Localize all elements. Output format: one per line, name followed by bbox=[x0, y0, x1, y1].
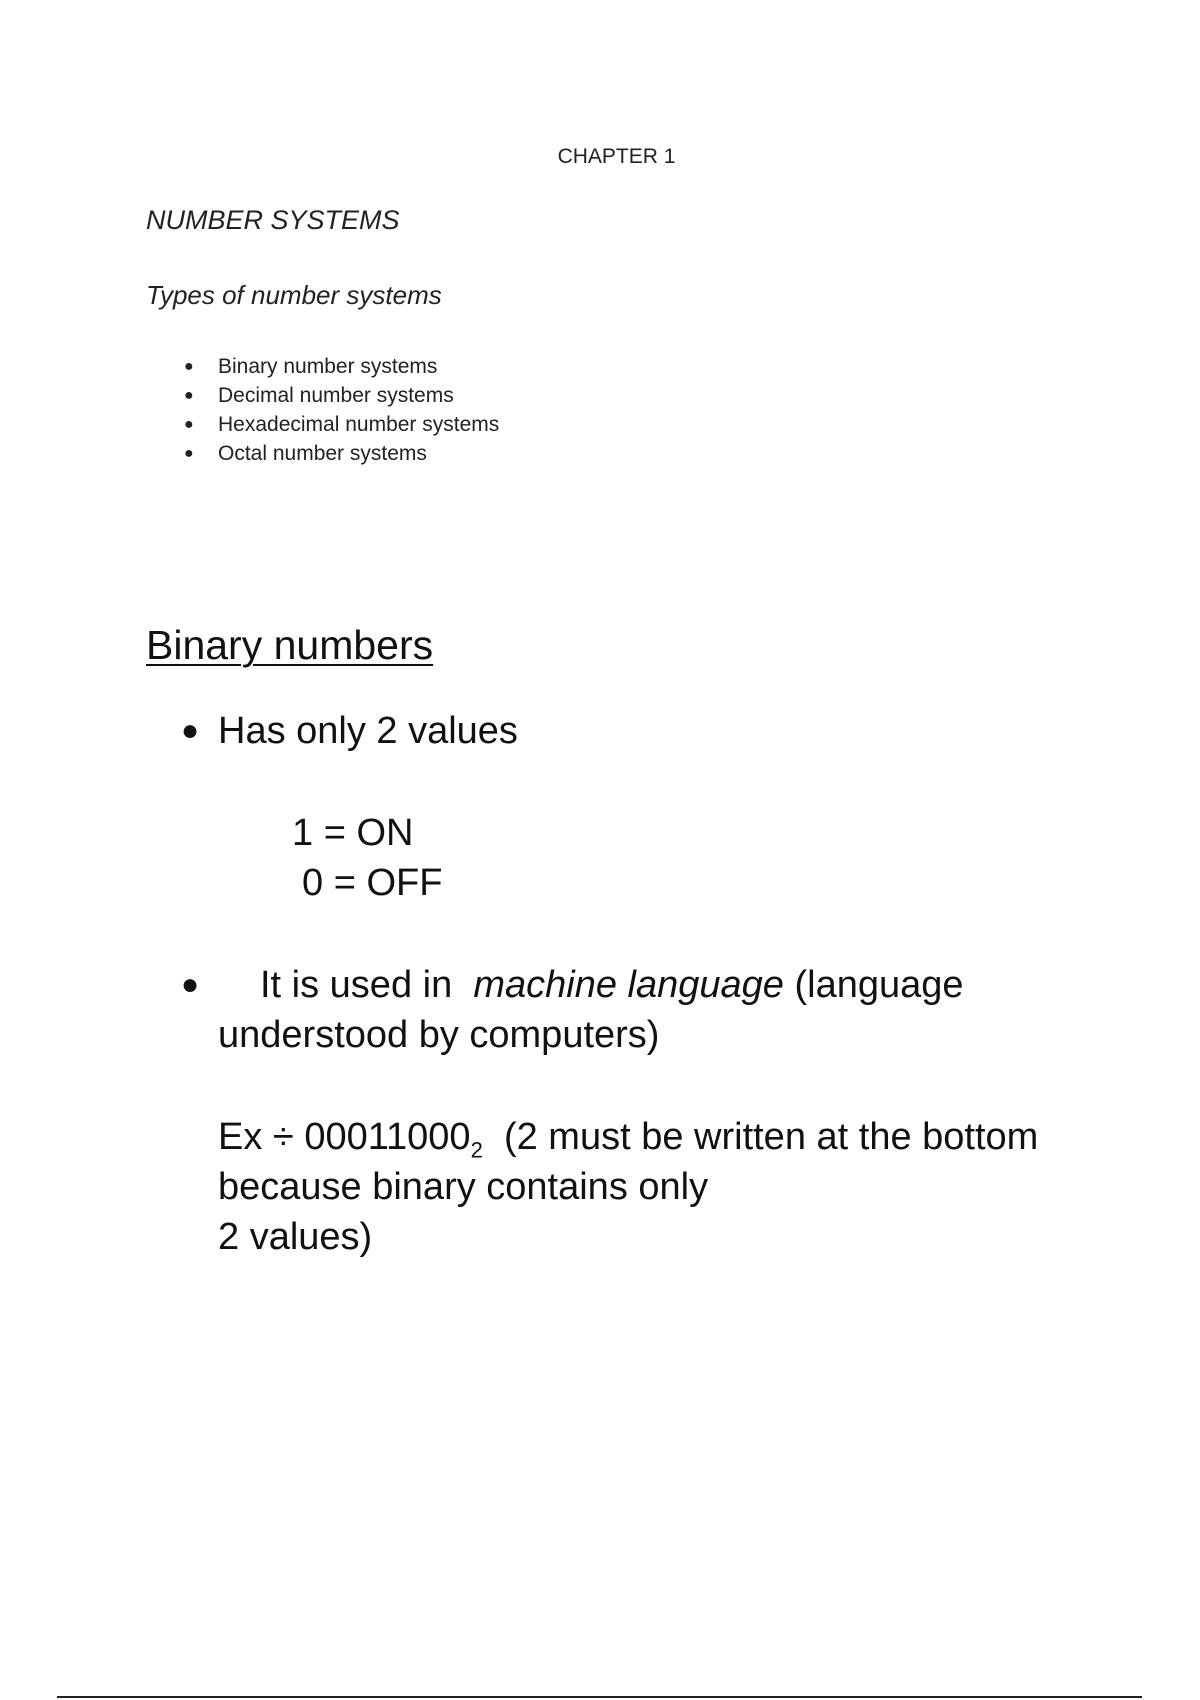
point-2-emphasis: machine language bbox=[473, 964, 784, 1006]
bullet-icon: ● bbox=[184, 445, 194, 462]
binary-value-off: 0 = OFF bbox=[302, 862, 443, 904]
binary-point-2 bbox=[260, 960, 964, 1010]
page-bottom-rule bbox=[57, 1696, 1142, 1698]
example-suffix: (2 must be written at the bottom bbox=[503, 1116, 1039, 1158]
list-item-text: Binary number systems bbox=[218, 355, 438, 378]
point-2-suffix: (language bbox=[794, 964, 964, 1006]
bullet-icon: ● bbox=[181, 714, 200, 747]
bullet-icon: ● bbox=[181, 968, 200, 1001]
subsection-title: Types of number systems bbox=[146, 280, 442, 310]
binary-value-on: 1 = ON bbox=[292, 812, 414, 854]
example-prefix: Ex ÷ 00011000 bbox=[218, 1116, 471, 1158]
section-title: NUMBER SYSTEMS bbox=[146, 205, 400, 235]
bullet-icon: ● bbox=[184, 387, 194, 404]
example-subscript: 2 bbox=[470, 1137, 483, 1163]
bullet-icon: ● bbox=[184, 358, 194, 375]
binary-point-2-line-2: understood by computers) bbox=[218, 1014, 660, 1056]
binary-example-line-2: because binary contains only bbox=[218, 1166, 709, 1208]
list-item-text: Decimal number systems bbox=[218, 384, 454, 407]
list-item-text: Hexadecimal number systems bbox=[218, 413, 500, 436]
chapter-label: CHAPTER 1 bbox=[557, 145, 676, 168]
bullet-icon: ● bbox=[184, 416, 194, 433]
binary-heading: Binary numbers bbox=[146, 622, 434, 668]
binary-example-line-3: 2 values) bbox=[218, 1216, 373, 1258]
list-item-text: Octal number systems bbox=[218, 442, 427, 465]
point-2-prefix: It is used in bbox=[260, 964, 453, 1006]
binary-point-1: Has only 2 values bbox=[218, 710, 518, 752]
